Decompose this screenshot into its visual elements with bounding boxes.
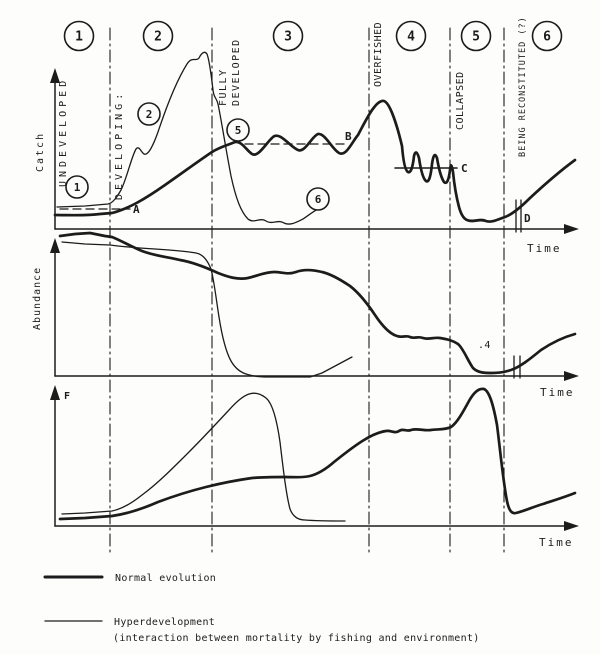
phase-label-fully-line2: DEVELOPED [231,38,242,106]
phase-1 [65,22,94,51]
phase-2 [144,22,173,51]
curve-abundance-hyper [62,242,352,377]
plot-f [50,385,579,549]
curve-marker-1-number: 1 [73,180,81,194]
phase-label-reconstituted: BEING RECONSTITUTED (?) [518,16,528,157]
phase-1-number: 1 [75,29,83,45]
phase-4-number: 4 [407,29,415,45]
phase-3 [274,22,303,51]
phase-4 [397,22,426,51]
letter-a: A [133,203,140,216]
stray-dot4-mark: .4 [478,340,491,351]
abundance-axis-label: Abundance [32,266,43,330]
abundance-x-axis-arrow-icon [564,371,579,381]
phase-header [65,22,562,51]
f-y-axis-arrow-icon [50,385,60,400]
letter-d: D [524,212,531,225]
curve-marker-2-number: 2 [145,107,153,121]
phase-label-collapsed: COLLAPSED [455,71,466,130]
catch-time-label: Time [527,242,562,255]
phase-dividers [110,28,504,553]
phase-label-fully-line1: FULLY [218,68,229,106]
curve-abundance-normal [60,233,575,373]
phase-label-undeveloped: UNDEVELOPED [58,76,69,187]
curve-f-normal [60,389,575,519]
letter-c: C [461,162,468,175]
legend-hyper-note: (interaction between mortality by fishing and environment) [113,633,480,644]
phase-label-overfished: OVERFISHED [373,21,384,87]
catch-x-axis-arrow-icon [564,224,579,234]
catch-axis-label: Catch [35,131,46,172]
phase-2-number: 2 [154,29,162,45]
phase-3-number: 3 [284,29,292,45]
curve-marker-5-number: 5 [234,123,242,137]
abundance-y-axis-arrow-icon [50,238,60,253]
phase-5-number: 5 [472,29,480,45]
curve-marker-5 [227,119,249,141]
phase-5 [462,22,491,51]
legend-normal-label: Normal evolution [115,573,217,584]
legend-hyper-label: Hyperdevelopment [114,617,216,628]
curve-marker-6-number: 6 [314,192,322,206]
curve-marker-2 [138,103,160,125]
f-time-label: Time [539,536,574,549]
phase-6-number: 6 [543,29,551,45]
phase-6 [533,22,562,51]
plot-abundance [32,233,579,399]
curve-marker-1 [66,176,88,198]
f-x-axis-arrow-icon [564,521,579,531]
f-axis-label: F [64,391,71,402]
abundance-time-label: Time [540,386,575,399]
curve-marker-6 [307,188,329,210]
curve-f-hyper [62,393,345,521]
legend [45,573,480,644]
letter-b: B [345,130,352,143]
phase-label-developing: DEVELOPING: [114,89,125,200]
